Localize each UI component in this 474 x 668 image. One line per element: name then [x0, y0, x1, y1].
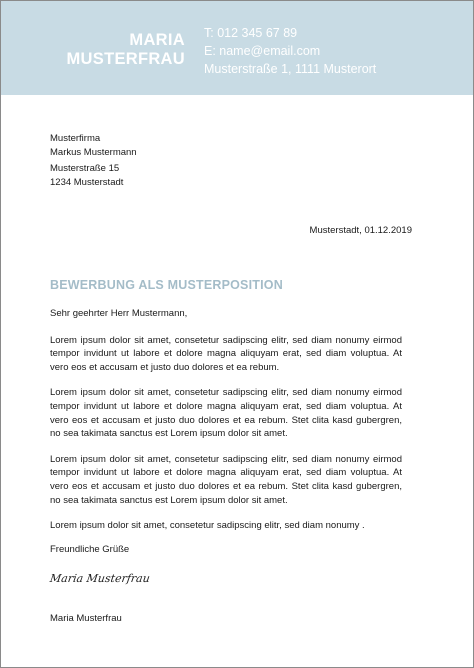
contact-phone: T: 012 345 67 89	[204, 26, 298, 40]
applicant-first-name: MARIA	[129, 31, 185, 49]
contact-block	[204, 24, 376, 78]
recipient-company: Musterfirma	[50, 133, 101, 144]
recipient-street: Musterstraße 15	[50, 163, 120, 174]
letter-closing: Freundliche Grüße	[50, 544, 130, 555]
letter-date: Musterstadt, 01.12.2019	[309, 225, 412, 236]
letter-paragraph-2: Lorem ipsum dolor sit amet, consetetur sadipscing elitr, sed diam nonumy eirmod tempor invidunt ut labore et dolore magna aliquyam erat, sed diam voluptua. At vero eos et accusam et justo duo dolores et ea rebum. Stet clita kasd gubergren, no sea takimata sanctus est Lorem ipsum dolor sit amet.	[50, 387, 402, 440]
contact-email: E: name@email.com	[204, 44, 321, 58]
letter-greeting: Sehr geehrter Herr Mustermann,	[50, 308, 188, 319]
signer-name: Maria Musterfrau	[50, 613, 122, 624]
letter-paragraph-3: Lorem ipsum dolor sit amet, consetetur sadipscing elitr, sed diam nonumy eirmod tempor invidunt ut labore et dolore magna aliquyam erat, sed diam voluptua. At vero eos et accusam et justo duo dolores et ea rebum. Stet clita kasd gubergren, no sea takimata sanctus est Lorem ipsum dolor sit amet.	[50, 453, 402, 506]
applicant-last-name: MUSTERFRAU	[66, 50, 185, 68]
applicant-name	[67, 31, 186, 69]
recipient-address	[50, 132, 137, 189]
letter-body	[50, 307, 402, 546]
letter-paragraph-1: Lorem ipsum dolor sit amet, consetetur sadipscing elitr, sed diam nonumy eirmod tempor invidunt ut labore et dolore magna aliquyam erat, sed diam voluptua. At vero eos et accusam et justo duo dolores et ea rebum.	[50, 334, 402, 373]
letter-paragraph-4: Lorem ipsum dolor sit amet, consetetur sadipscing elitr, sed diam nonumy .	[50, 520, 365, 532]
recipient-person: Markus Mustermann	[50, 146, 137, 158]
handwritten-signature: Maria Musterfrau	[49, 572, 151, 585]
letter-subject: BEWERBUNG ALS MUSTERPOSITION	[50, 278, 283, 292]
contact-address: Musterstraße 1, 1111 Musterort	[204, 62, 377, 76]
recipient-city: 1234 Musterstadt	[50, 176, 124, 188]
header-band	[1, 1, 473, 95]
